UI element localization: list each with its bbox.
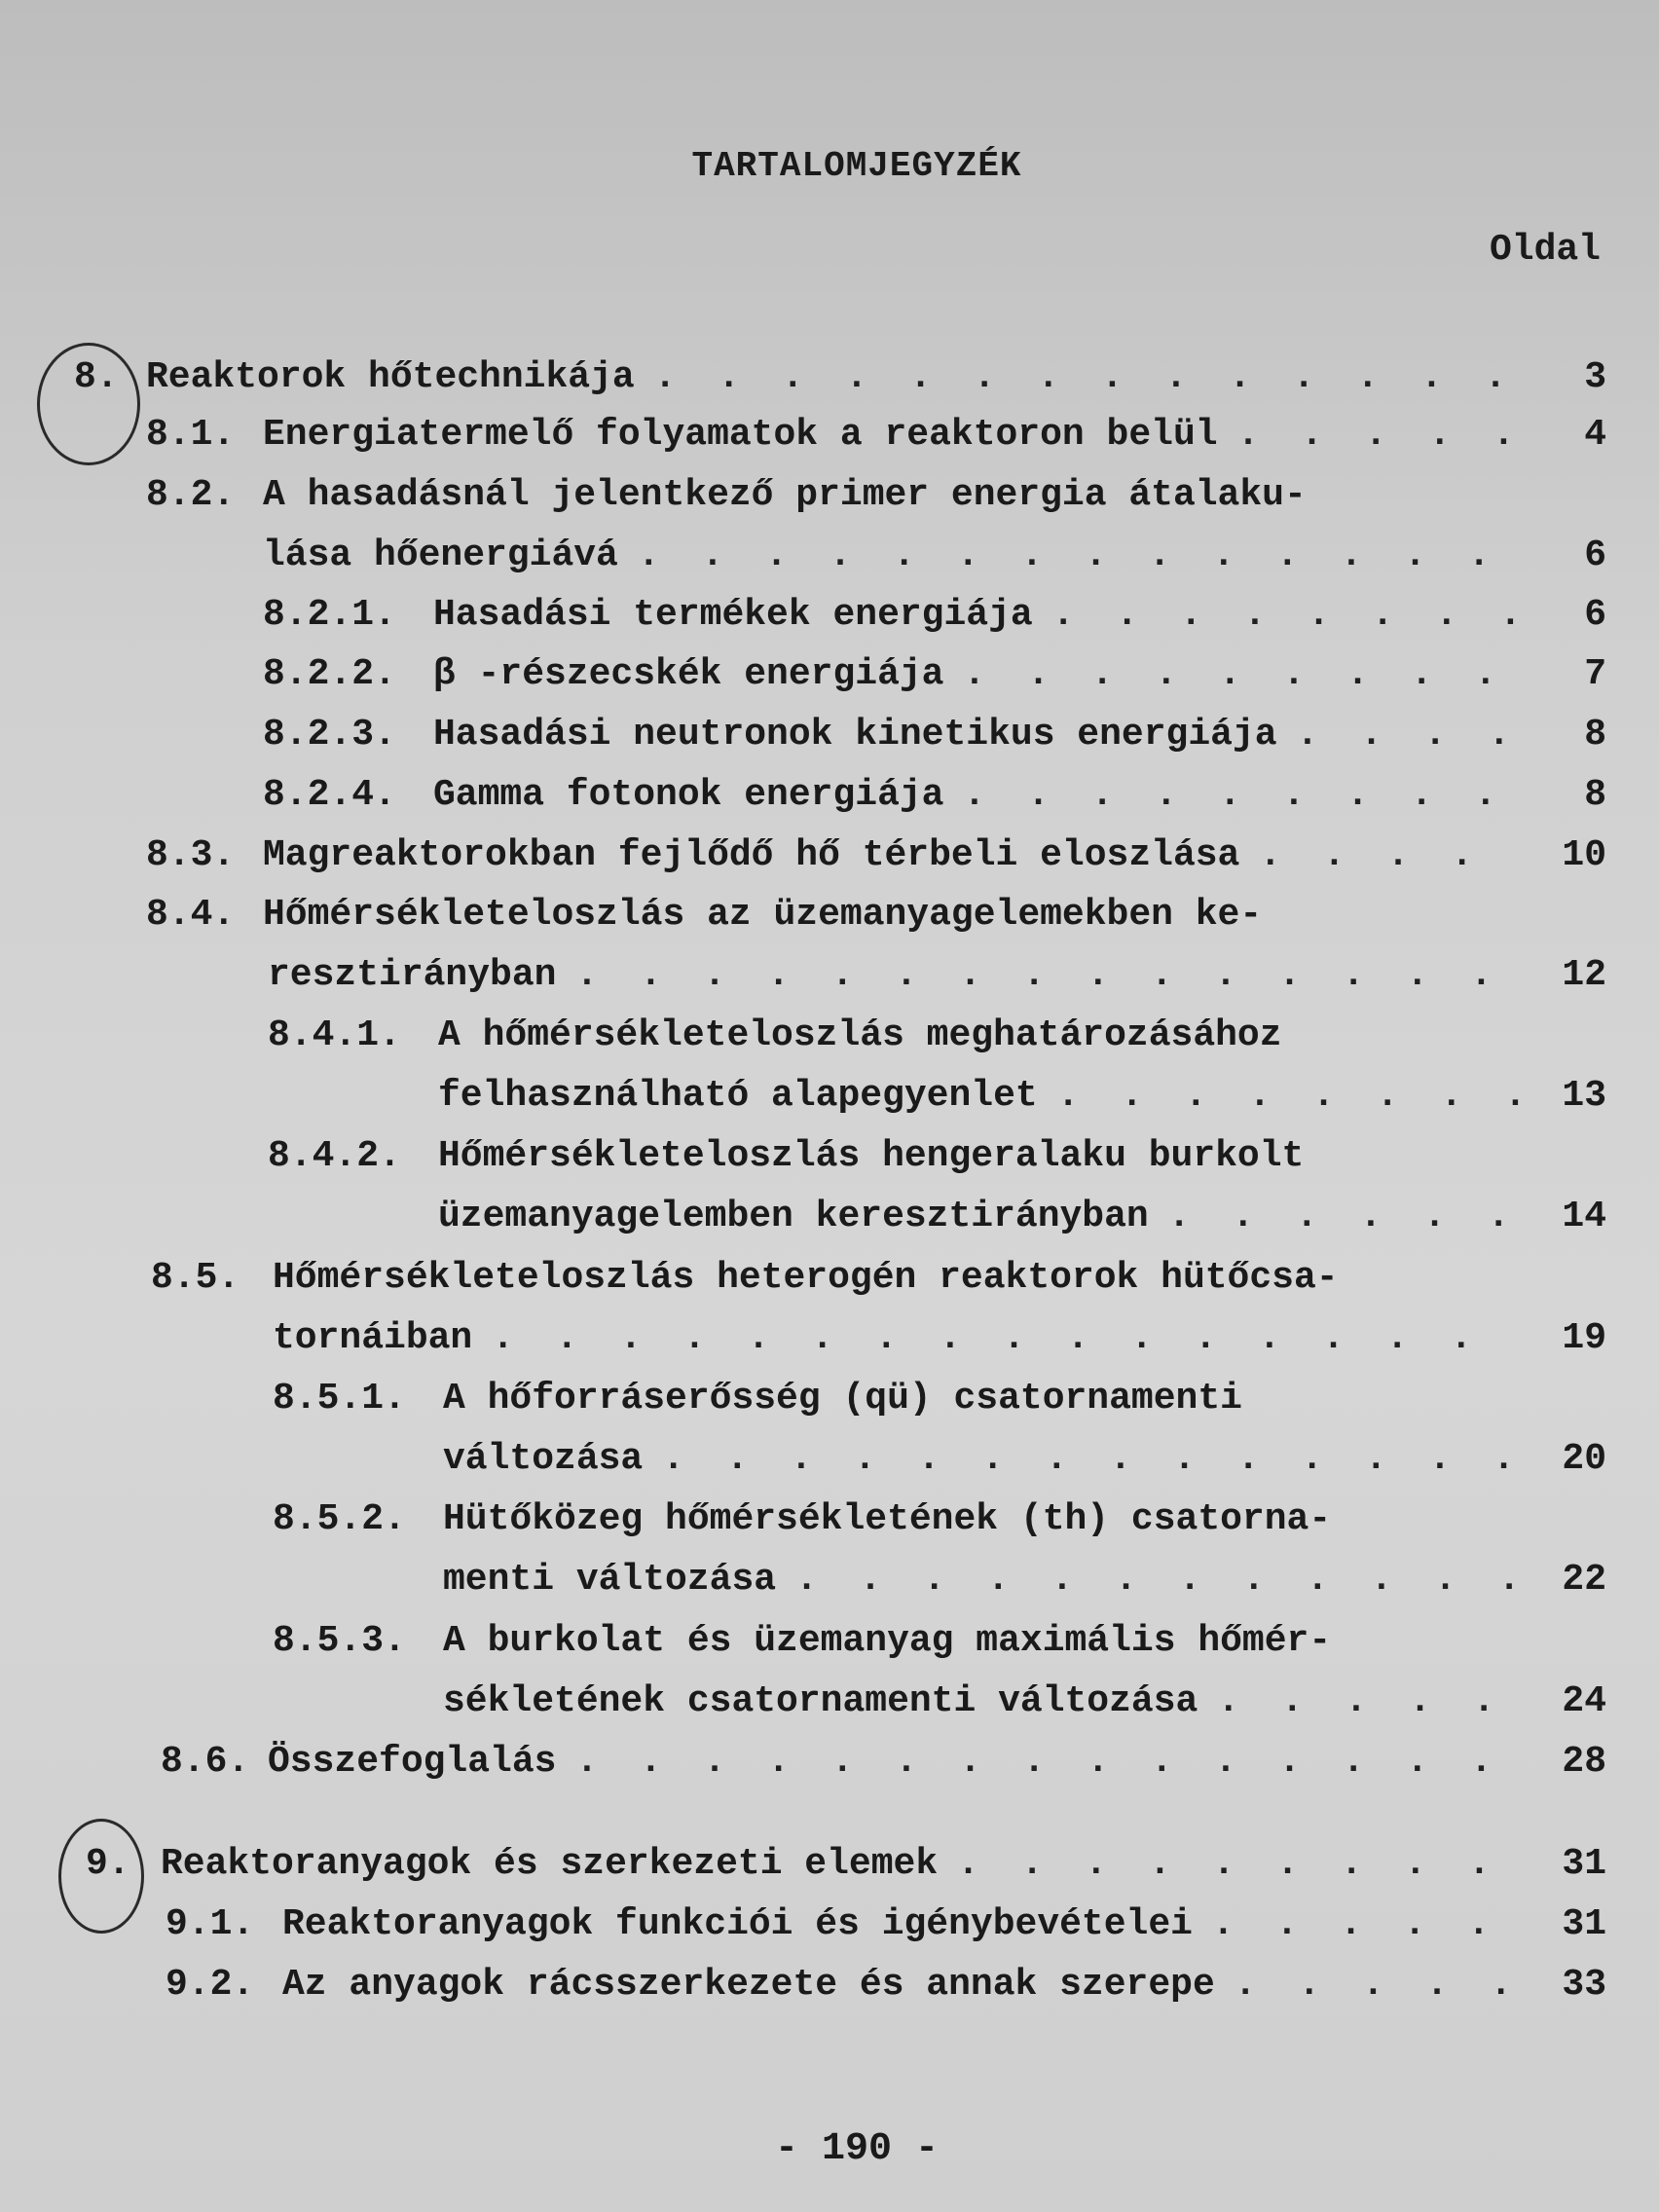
toc-entry bbox=[151, 1257, 1606, 1311]
toc-entry-page: 20 bbox=[1562, 1438, 1606, 1480]
dot-leader bbox=[1297, 714, 1519, 756]
toc-entry-title: Hasadási termékek energiája bbox=[433, 594, 1033, 636]
dot-leader bbox=[795, 1559, 1519, 1601]
toc-entry-page: 6 bbox=[1584, 535, 1606, 576]
toc-entry-title: Hasadási neutronok kinetikus energiája bbox=[433, 714, 1277, 756]
toc-entry-title: β -részecskék energiája bbox=[433, 653, 944, 695]
toc-entry-number: 8.2.1. bbox=[263, 594, 396, 636]
toc-entry-title: Hőmérsékleteloszlás az üzemanyagelemekben ke- bbox=[263, 894, 1263, 936]
dot-leader bbox=[575, 954, 1519, 996]
toc-entry-number: 8.2.4. bbox=[263, 774, 396, 816]
page-column-label: Oldal bbox=[1489, 229, 1601, 271]
toc-entry-page: 13 bbox=[1562, 1075, 1606, 1117]
toc-entry-number: 8.4.1. bbox=[268, 1014, 401, 1056]
toc-entry-title: Reaktorok hőtechnikája bbox=[146, 356, 635, 398]
toc-entry-number: 9.2. bbox=[166, 1964, 255, 2006]
toc-entry-number: 8.5.3. bbox=[273, 1620, 406, 1662]
dot-leader bbox=[964, 653, 1520, 695]
dot-leader bbox=[654, 356, 1519, 398]
dot-leader bbox=[1217, 1680, 1519, 1722]
toc-entry-number: 9.1. bbox=[166, 1903, 255, 1945]
toc-entry-number: 8.5. bbox=[151, 1257, 240, 1299]
toc-entry bbox=[268, 1014, 1606, 1069]
toc-entry-page: 12 bbox=[1562, 954, 1606, 996]
toc-entry-page: 31 bbox=[1562, 1903, 1606, 1945]
toc-entry-title: Hőmérsékleteloszlás hengeralaku burkolt bbox=[438, 1135, 1305, 1177]
toc-entry bbox=[74, 356, 1606, 411]
toc-entry-page: 8 bbox=[1584, 714, 1606, 756]
toc-entry-title: Hőmérsékleteloszlás heterogén reaktorok hütőcsa- bbox=[273, 1257, 1339, 1299]
dot-leader bbox=[492, 1317, 1519, 1359]
toc-entry-number: 8.3. bbox=[146, 834, 236, 876]
toc-entry-title: resztirányban bbox=[268, 954, 557, 996]
dot-leader bbox=[1235, 1964, 1519, 2006]
toc-entry-number: 9. bbox=[86, 1843, 130, 1885]
toc-entry-title: Reaktoranyagok és szerkezeti elemek bbox=[161, 1843, 939, 1885]
toc-entry-page: 10 bbox=[1562, 834, 1606, 876]
dot-leader bbox=[1212, 1903, 1519, 1945]
toc-entry-page: 14 bbox=[1562, 1196, 1606, 1237]
toc-entry bbox=[268, 1075, 1606, 1129]
page-number: - 190 - bbox=[774, 2127, 940, 2171]
toc-entry bbox=[273, 1620, 1606, 1675]
toc-entry-title: Magreaktorokban fejlődő hő térbeli eloszlása bbox=[263, 834, 1240, 876]
toc-entry-number: 8.1. bbox=[146, 414, 236, 456]
toc-entry bbox=[268, 1135, 1606, 1190]
dot-leader bbox=[638, 535, 1519, 576]
dot-leader bbox=[957, 1843, 1519, 1885]
toc-entry-number: 8.4.2. bbox=[268, 1135, 401, 1177]
toc-entry-number: 8.5.2. bbox=[273, 1498, 406, 1540]
toc-entry-title: sékletének csatornamenti változása bbox=[443, 1680, 1198, 1722]
dot-leader bbox=[1259, 834, 1519, 876]
toc-entry-title: Energiatermelő folyamatok a reaktoron belül bbox=[263, 414, 1218, 456]
toc-entry bbox=[263, 653, 1606, 708]
toc-entry bbox=[161, 1741, 1606, 1795]
toc-entry bbox=[166, 1964, 1606, 2018]
toc-entry-page: 4 bbox=[1584, 414, 1606, 456]
toc-entry-title: A hasadásnál jelentkező primer energia átalaku- bbox=[263, 474, 1307, 516]
toc-entry-page: 33 bbox=[1562, 1964, 1606, 2006]
dot-leader bbox=[662, 1438, 1519, 1480]
toc-entry-title: Az anyagok rácsszerkezete és annak szerepe bbox=[282, 1964, 1215, 2006]
toc-entry-title: tornáiban bbox=[273, 1317, 473, 1359]
handwritten-circle-8 bbox=[37, 343, 140, 465]
toc-entry-title: üzemanyagelemben keresztirányban bbox=[438, 1196, 1149, 1237]
toc-entry-number: 8.5.1. bbox=[273, 1378, 406, 1419]
toc-entry-number: 8.2. bbox=[146, 474, 236, 516]
toc-entry bbox=[146, 894, 1606, 948]
toc-entry-title: Összefoglalás bbox=[268, 1741, 557, 1783]
handwritten-circle-9 bbox=[58, 1819, 144, 1934]
toc-entry bbox=[146, 535, 1606, 589]
toc-entry bbox=[146, 474, 1606, 529]
toc-entry-number: 8.2.2. bbox=[263, 653, 396, 695]
toc-entry bbox=[263, 774, 1606, 829]
toc-entry-title: felhasználható alapegyenlet bbox=[438, 1075, 1038, 1117]
toc-entry bbox=[146, 834, 1606, 889]
dot-leader bbox=[575, 1741, 1519, 1783]
dot-leader bbox=[1052, 594, 1519, 636]
toc-entry bbox=[146, 414, 1606, 468]
toc-entry-title: változása bbox=[443, 1438, 644, 1480]
toc-entry bbox=[268, 1196, 1606, 1250]
toc-entry-page: 8 bbox=[1584, 774, 1606, 816]
toc-entry bbox=[273, 1559, 1606, 1613]
toc-entry-page: 24 bbox=[1562, 1680, 1606, 1722]
toc-entry-title: lása hőenergiává bbox=[263, 535, 618, 576]
toc-entry bbox=[86, 1843, 1606, 1898]
toc-entry bbox=[273, 1680, 1606, 1735]
toc-entry-page: 3 bbox=[1584, 356, 1606, 398]
dot-leader bbox=[1057, 1075, 1519, 1117]
toc-entry-page: 31 bbox=[1562, 1843, 1606, 1885]
dot-leader bbox=[1168, 1196, 1519, 1237]
toc-entry-title: menti változása bbox=[443, 1559, 777, 1601]
toc-entry-page: 28 bbox=[1562, 1741, 1606, 1783]
toc-entry-title: Gamma fotonok energiája bbox=[433, 774, 944, 816]
toc-entry-number: 8.2.3. bbox=[263, 714, 396, 756]
toc-entry bbox=[273, 1378, 1606, 1432]
toc-entry-page: 19 bbox=[1562, 1317, 1606, 1359]
toc-entry-number: 8.4. bbox=[146, 894, 236, 936]
toc-entry bbox=[166, 1903, 1606, 1958]
toc-entry-number: 8. bbox=[74, 356, 119, 398]
toc-entry-number: 8.6. bbox=[161, 1741, 250, 1783]
toc-entry-page: 22 bbox=[1562, 1559, 1606, 1601]
toc-entry-page: 6 bbox=[1584, 594, 1606, 636]
toc-entry bbox=[273, 1438, 1606, 1493]
dot-leader bbox=[964, 774, 1520, 816]
toc-entry bbox=[263, 594, 1606, 648]
toc-entry bbox=[263, 714, 1606, 768]
toc-entry-title: A hőmérsékleteloszlás meghatározásához bbox=[438, 1014, 1282, 1056]
toc-entry-title: Reaktoranyagok funkciói és igénybevételei bbox=[282, 1903, 1193, 1945]
toc-entry-title: A burkolat és üzemanyag maximális hőmér- bbox=[443, 1620, 1332, 1662]
toc-entry-page: 7 bbox=[1584, 653, 1606, 695]
toc-entry bbox=[273, 1498, 1606, 1553]
toc-entry bbox=[146, 954, 1606, 1009]
toc-entry-title: Hütőközeg hőmérsékletének (th) csatorna- bbox=[443, 1498, 1332, 1540]
page-title: TARTALOMJEGYZÉK bbox=[691, 146, 1022, 186]
toc-entry bbox=[151, 1317, 1606, 1372]
toc-entry-title: A hőforráserősség (qü) csatornamenti bbox=[443, 1378, 1242, 1419]
dot-leader bbox=[1237, 414, 1519, 456]
